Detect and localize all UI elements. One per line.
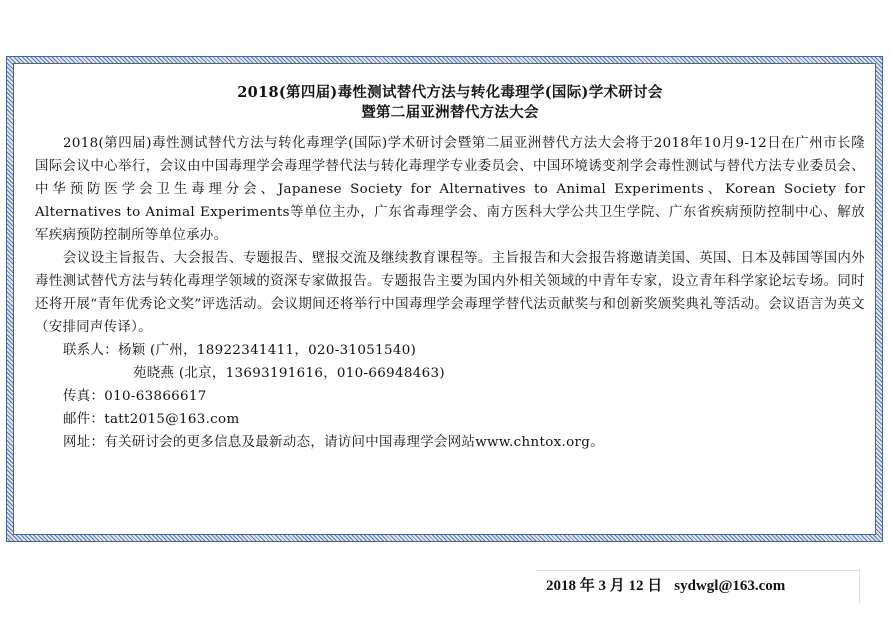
footer-email: sydwgl@163.com [674,578,786,594]
notice-paragraph-1: 2018(第四届)毒性测试替代方法与转化毒理学(国际)学术研讨会暨第二届亚洲替代方法大会将于2018年10月9-12日在广州市长隆国际会议中心举行，会议由中国毒理学会毒理学替代法与转化毒理学专业委员会、中国环境诱变剂学会毒性测试与替代方法专业委员会、中华预防医学会卫生毒理分会、Japanese Society for Alternatives to Animal Experiments、Korean Society for Alternatives to Animal Experiments等单位主办，广东省毒理学会、南方医科大学公共卫生学院、广东省疾病预防控制中心、解放军疾病预防控制所等单位承办。 [35,136,865,243]
notice-content [35,83,865,454]
footer-date: 2018 年 3 月 12 日 [546,578,663,594]
footer-signature [536,570,860,604]
notice-frame [6,56,883,542]
notice-title-line-1: 2018(第四届)毒性测试替代方法与转化毒理学(国际)学术研讨会 [237,84,663,101]
website-line: 网址：有关研讨会的更多信息及最新动态，请访问中国毒理学会网站www.chntox.org。 [63,435,604,450]
contact-line-1: 联系人：杨颖 (广州，18922341411，020-31051540) [63,343,417,358]
email-line: 邮件：tatt2015@163.com [63,412,240,427]
fax-line: 传真：010-63866617 [63,389,207,404]
contact-line-2: 苑晓燕 (北京，13693191616，010-66948463) [133,366,445,381]
notice-paragraph-2: 会议设主旨报告、大会报告、专题报告、壁报交流及继续教育课程等。主旨报告和大会报告将邀请美国、英国、日本及韩国等国内外毒性测试替代方法与转化毒理学领域的资深专家做报告。专题报告主要为国内外相关领域的中青年专家，设立青年科学家论坛专场。同时还将开展“青年优秀论文奖”评选活动。会议期间还将举行中国毒理学会毒理学替代法贡献奖与和创新奖颁奖典礼等活动。会议语言为英文（安排同声传译）。 [35,251,865,335]
notice-title-line-2: 暨第二届亚洲替代方法大会 [361,104,539,121]
